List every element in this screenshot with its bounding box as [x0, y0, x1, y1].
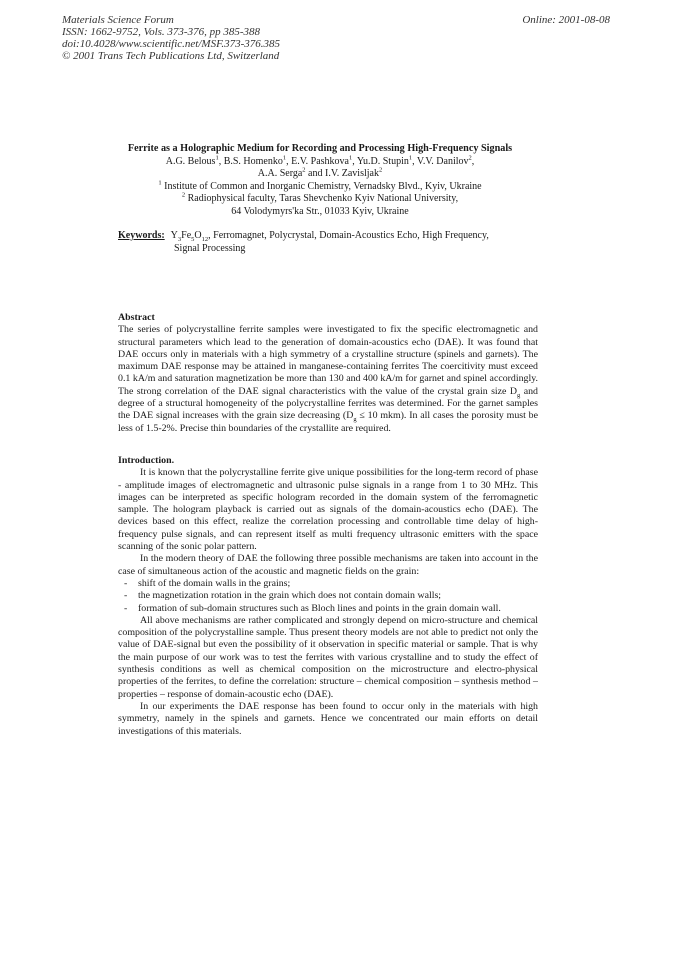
issn-line: ISSN: 1662-9752, Vols. 373-376, pp 385-388 [62, 26, 260, 38]
affiliation-1: $^1$ Institute of Common and Inorganic Chemistry, Vernadsky Blvd., Kyiv, Ukraine [158, 179, 482, 192]
keywords-list: $Y_3Fe_5O_{12}$, Ferromagnet, Polycrystal, Domain-Acoustics Echo, High Frequency, [170, 230, 489, 243]
authors-line-1: A.G. Belous$^1$, B.S. Homenko$^1$, E.V. Pashkova$^1$, Yu.D. Stupin$^1$, V.V. Danilov$^2$, [165, 154, 475, 167]
keywords-block [118, 230, 538, 255]
list-item: - the magnetization rotation in the grain which does not contain domain walls; [118, 590, 538, 602]
list-item: - formation of sub-domain structures such as Bloch lines and points in the grain domain wall. [118, 603, 538, 615]
introduction-section [118, 455, 538, 738]
author: E.V. Pashkova [291, 155, 349, 167]
journal-name: Materials Science Forum [62, 14, 174, 26]
mechanism-list [118, 578, 538, 615]
keywords-label: Keywords: [118, 230, 165, 241]
page-header [62, 14, 610, 62]
authors-line-2: A.A. Serga$^2$ and I.V. Zavisljak$^2$ [257, 166, 383, 179]
copyright-line: © 2001 Trans Tech Publications Ltd, Switzerland [62, 50, 280, 62]
author: Yu.D. Stupin [356, 155, 409, 167]
intro-paragraph-3: All above mechanisms are rather complicated and strongly depend on micro-structure and chemical composition of the polycrystalline sample. Thus present theory models are not able to predict not only the value of DAE-signal but even the possibility of it observation in specific material or sample. That is why the main purpose of our work was to test the ferrites with various crystalline and to study the effect of synthesis conditions as well as chemical composition on the microstructure and electro-physical properties of the ferrites, to define the correlation: structure – chemical composition – synthesis method – properties – response of domain-acoustic echo (DAE). [118, 614, 538, 700]
affiliation-2: $^2$ Radiophysical faculty, Taras Shevchenko Kyiv National University, [181, 191, 459, 204]
doi-line[interactable]: doi:10.4028/www.scientific.net/MSF.373-376.385 [62, 38, 281, 50]
author: V.V. Danilov [416, 155, 469, 167]
affiliation-2-address: 64 Volodymyrs'ka Str., 01033 Kyiv, Ukraine [231, 205, 409, 217]
keywords-list-cont: Signal Processing [174, 242, 246, 254]
author: A.G. Belous [165, 155, 216, 167]
author: B.S. Homenko [223, 155, 283, 167]
abstract-text: The series of polycrystalline ferrite samples were investigated to fix the specific electromagnetic and structural parameters which lead to the generation of domain-acoustics echo (DAE). It was found that DAE occurs only in materials with a high symmetry of a crystalline structure (spinels and garnets). The maximum DAE response may be attained in manganese-containing ferrites The coercitivity must exceed 0.1 kA/m and saturation magnetization be more than 130 and 400 kA/m for garnet and spinel accordingly. The strong correlation of the DAE signal characteristics with the value of the crystal grain size $D_g$ and degree of a structural homogeneity of the polycrystalline ferrites was determined. For the garnet samples the DAE signal increases with the grain size decreasing ($D_g \le 10$ mkm). In all cases the porosity must be less of 1.5-2%. Precise thin boundaries of the crystallite are required. [118, 324, 538, 434]
intro-paragraph-4: In our experiments the DAE response has been found to occur only in the materials with high symmetry, namely in the spinels and garnets. Hence we concentrated our main efforts on detail investigations of this materials. [118, 700, 538, 737]
list-item: - shift of the domain walls in the grains; [118, 578, 538, 590]
author: I.V. Zavisljak [325, 168, 379, 179]
abstract-section [118, 312, 538, 435]
online-date: Online: 2001-08-08 [522, 14, 610, 26]
abstract-heading: Abstract [118, 312, 155, 323]
intro-paragraph-2: In the modern theory of DAE the following three possible mechanisms are taken into account in the case of simultaneous action of the acoustic and magnetic fields on the grain: [118, 553, 538, 577]
introduction-heading: Introduction. [118, 455, 175, 466]
intro-paragraph-1: It is known that the polycrystalline ferrite give unique possibilities for the long-term record of phase - amplitude images of electromagnetic and ultrasonic pulse signals in a range from 1 to 30 MHz. This images can be interpreted as specific hologram recorded in the domain system of the ferromagnetic sample. The hologram playback is carried out as signals of the domain-acoustics echo (DAE). The devices based on this effect, realize the correlation processing and controllable time delay of high-frequency pulse signals, and can represent itself as multi frequency ultrasonic emitters with the space scanning of the sonic polar pattern. [118, 467, 538, 553]
title-block [110, 143, 530, 218]
paper-title: Ferrite as a Holographic Medium for Recording and Processing High-Frequency Signals [127, 143, 513, 154]
author: A.A. Serga [257, 168, 303, 179]
